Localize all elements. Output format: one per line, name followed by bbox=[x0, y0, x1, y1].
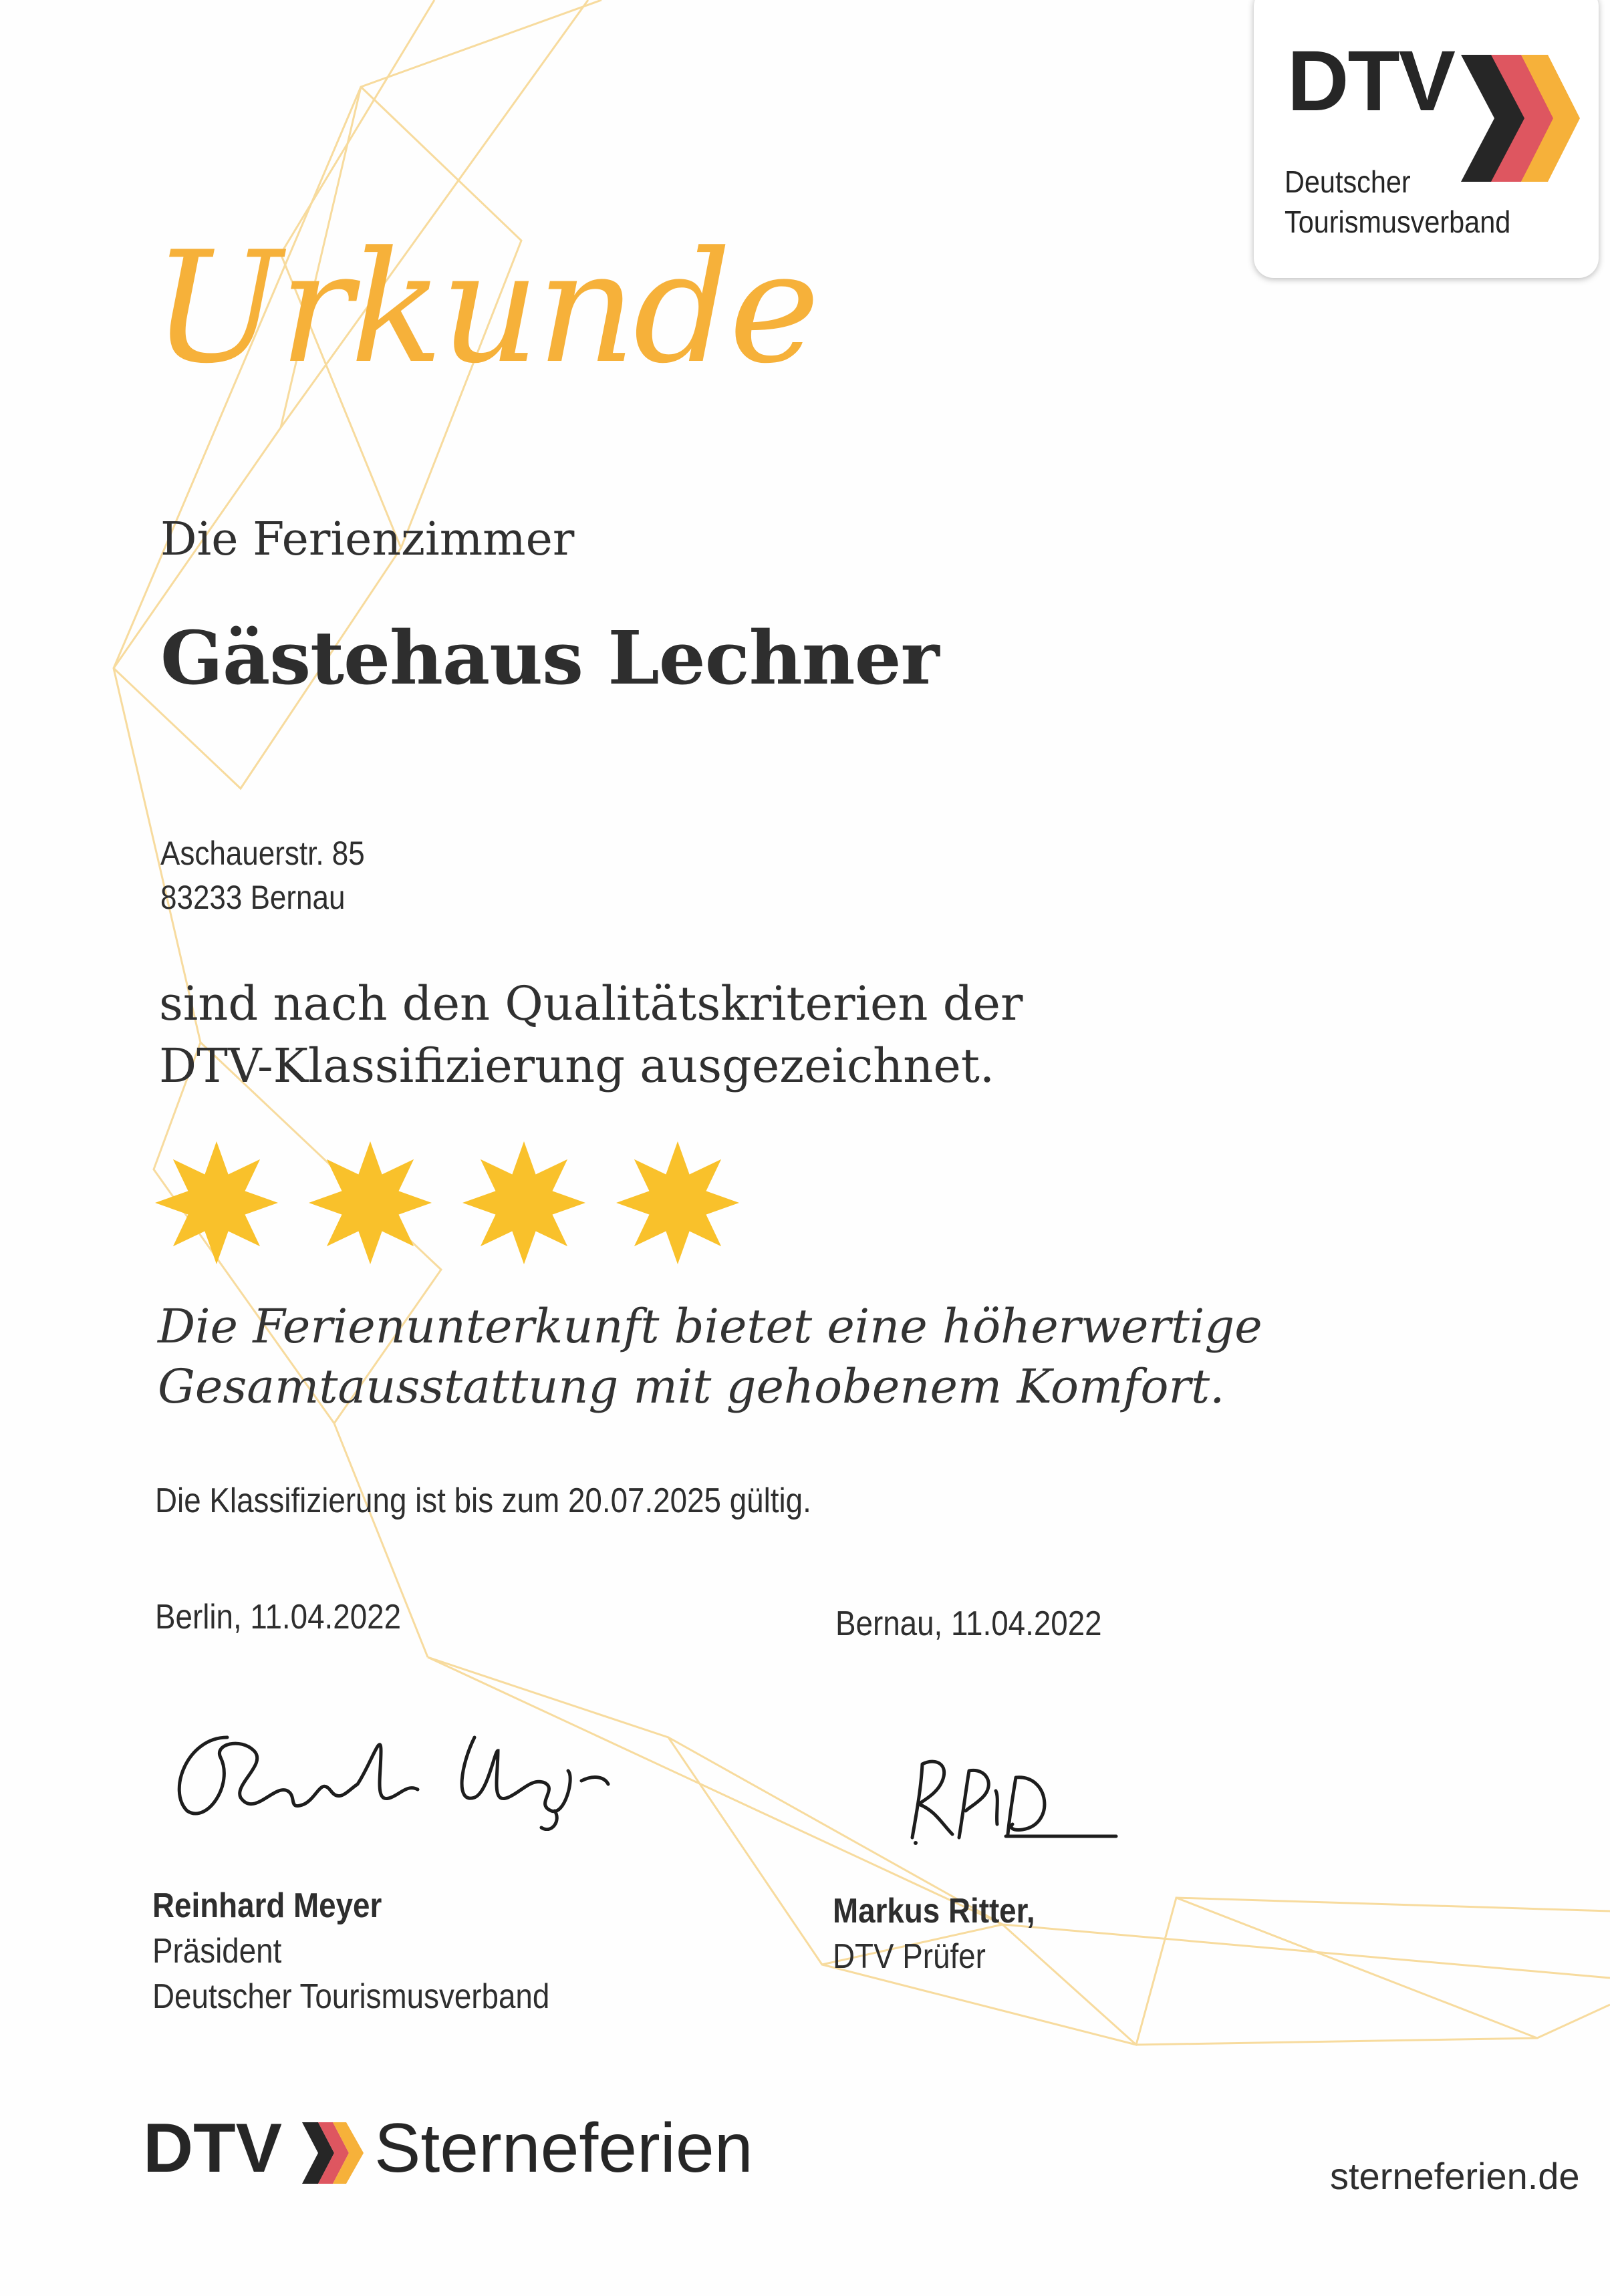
logo-brand: DTV bbox=[1287, 33, 1454, 129]
logo-subtitle bbox=[1285, 162, 1510, 242]
footer-chevrons-icon bbox=[299, 2118, 366, 2188]
signer-left-role: Präsident bbox=[152, 1932, 282, 1971]
signature-left bbox=[160, 1711, 628, 1831]
award-statement bbox=[159, 973, 1023, 1097]
signer-right bbox=[833, 1888, 1035, 1979]
signer-right-role: DTV Prüfer bbox=[833, 1937, 986, 1976]
certificate-title: Urkunde bbox=[152, 219, 817, 398]
footer-brand: DTV bbox=[143, 2110, 282, 2187]
statement-line1: sind nach den Qualitätskriterien der bbox=[159, 976, 1023, 1031]
statement-line2: DTV-Klassifizierung ausgezeichnet. bbox=[159, 1038, 995, 1093]
star-rating bbox=[154, 1136, 742, 1270]
footer-url[interactable]: sterneferien.de bbox=[1330, 2155, 1580, 2197]
logo-line1: Deutscher bbox=[1285, 164, 1411, 199]
place-date-left: Berlin, 11.04.2022 bbox=[155, 1598, 402, 1636]
signer-right-name: Markus Ritter, bbox=[833, 1892, 1035, 1930]
description-line1: Die Ferienunterkunft bietet eine höherwertige bbox=[158, 1299, 1262, 1354]
signer-left-org: Deutscher Tourismusverband bbox=[152, 1977, 550, 2016]
description-line2: Gesamtausstattung mit gehobenem Komfort. bbox=[158, 1359, 1225, 1414]
place-date-right: Bernau, 11.04.2022 bbox=[835, 1604, 1102, 1643]
address bbox=[160, 831, 365, 919]
star-icon bbox=[309, 1141, 432, 1264]
address-street: Aschauerstr. 85 bbox=[160, 835, 365, 872]
description bbox=[158, 1296, 1262, 1417]
star-icon bbox=[616, 1141, 739, 1264]
address-city: 83233 Bernau bbox=[160, 879, 346, 916]
star-icon bbox=[462, 1141, 585, 1264]
logo-line2: Tourismusverband bbox=[1285, 204, 1511, 239]
accommodation-name: Gästehaus Lechner bbox=[160, 615, 939, 701]
validity-note: Die Klassifizierung ist bis zum 20.07.2025 gültig. bbox=[155, 1481, 811, 1520]
star-icon bbox=[155, 1141, 278, 1264]
signature-right bbox=[896, 1751, 1123, 1851]
signer-left-name: Reinhard Meyer bbox=[152, 1886, 382, 1925]
dtv-logo bbox=[1254, 0, 1599, 278]
signer-left bbox=[152, 1883, 549, 2019]
accommodation-type: Die Ferienzimmer bbox=[160, 513, 575, 566]
footer-product: Sterneferien bbox=[374, 2110, 753, 2187]
